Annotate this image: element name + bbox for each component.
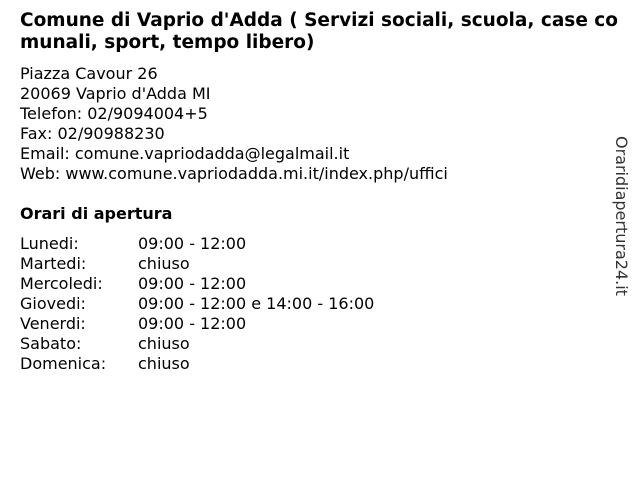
hours-row-saturday: [20, 334, 580, 354]
page-title: Comune di Vaprio d'Adda ( Servizi sociali, scuola, case comunali, sport, tempo libero): [20, 10, 618, 53]
day-label: Mercoledi:: [20, 274, 103, 293]
time-value: chiuso: [138, 354, 190, 373]
hours-row-monday: [20, 234, 580, 254]
opening-hours-table: [20, 234, 580, 374]
time-value: chiuso: [138, 254, 190, 273]
day-label: Venerdi:: [20, 314, 86, 333]
hours-row-friday: [20, 314, 580, 334]
hours-row-wednesday: [20, 274, 580, 294]
time-value: chiuso: [138, 334, 190, 353]
time-value: 09:00 - 12:00: [138, 234, 247, 253]
day-label: Martedi:: [20, 254, 87, 273]
opening-hours-heading: Orari di apertura: [20, 204, 173, 223]
watermark-text: Oraridiapertura24.it: [612, 136, 631, 296]
day-label: Sabato:: [20, 334, 82, 353]
hours-row-tuesday: [20, 254, 580, 274]
hours-row-thursday: [20, 294, 580, 314]
time-value: 09:00 - 12:00: [138, 314, 247, 333]
email-address: Email: comune.vapriodadda@legalmail.it: [20, 144, 350, 163]
time-value: 09:00 - 12:00 e 14:00 - 16:00: [138, 294, 375, 313]
site-watermark: [609, 136, 639, 311]
address-street: Piazza Cavour 26: [20, 64, 158, 83]
time-value: 09:00 - 12:00: [138, 274, 247, 293]
day-label: Giovedi:: [20, 294, 86, 313]
day-label: Lunedi:: [20, 234, 79, 253]
hours-row-sunday: [20, 354, 580, 374]
fax-number: Fax: 02/90988230: [20, 124, 165, 143]
address-block: [20, 64, 600, 184]
day-label: Domenica:: [20, 354, 107, 373]
address-city: 20069 Vaprio d'Adda MI: [20, 84, 211, 103]
phone-number: Telefon: 02/9094004+5: [20, 104, 208, 123]
website-url: Web: www.comune.vapriodadda.mi.it/index.php/uffici: [20, 164, 448, 183]
